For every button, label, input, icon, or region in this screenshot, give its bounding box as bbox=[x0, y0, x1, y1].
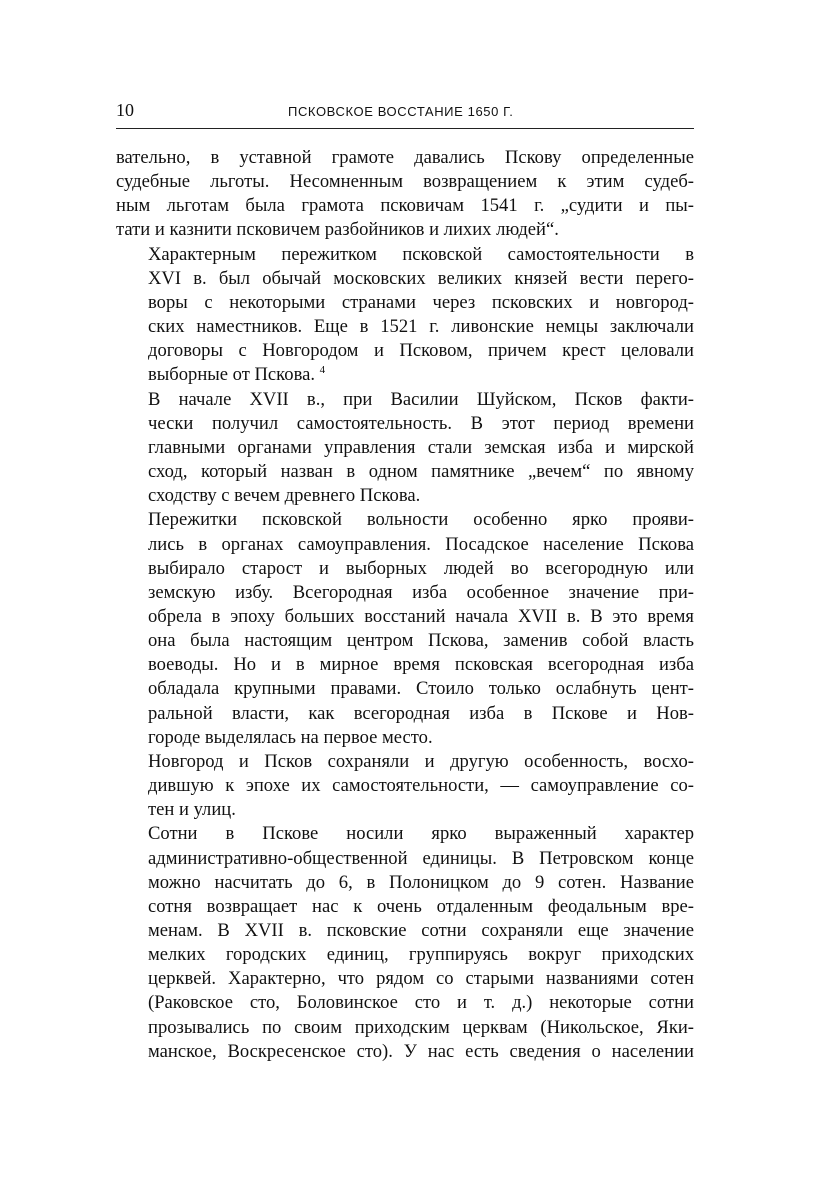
text-line: Сотни в Пскове носили ярко выраженный характер bbox=[148, 823, 694, 845]
text-line: Характерным пережитком псковской самостоятельности в bbox=[148, 243, 694, 265]
text-line: Пережитки псковской вольности особенно ярко прояви- bbox=[148, 509, 694, 531]
text-line: городе выделялась на первое место. bbox=[148, 726, 433, 748]
text-line: вательно, в уставной грамоте давались Пскову определенные bbox=[116, 147, 694, 168]
text-line: договоры с Новгородом и Псковом, причем крест целовали bbox=[148, 340, 694, 362]
text-line: манское, Воскресенское сто). У нас есть сведения о населении bbox=[148, 1040, 694, 1062]
text-line: воеводы. Но и в мирное время псковская всегородная изба bbox=[148, 654, 694, 676]
paragraph-6 bbox=[116, 822, 694, 1064]
page-number: 10 bbox=[116, 100, 134, 120]
text-line: дившую к эпохе их самостоятельности, — самоуправление со- bbox=[148, 775, 694, 797]
text-line: главными органами управления стали земская изба и мирской bbox=[148, 436, 694, 458]
text-body bbox=[116, 146, 694, 1064]
text-line: мелких городских единиц, группируясь вокруг приходских bbox=[148, 944, 694, 966]
text-line: лись в органах самоуправления. Посадское население Пскова bbox=[148, 533, 694, 555]
text-line: воры с некоторыми странами через псковских и новгород- bbox=[148, 291, 694, 313]
page-header bbox=[116, 98, 694, 129]
text-line: сход, который назван в одном памятнике „вечем“ по явному bbox=[148, 461, 694, 483]
paragraph-4 bbox=[116, 508, 694, 750]
text-line-with-footnote bbox=[116, 363, 694, 387]
text-line: выбирало старост и выборных людей во всегородную или bbox=[148, 557, 694, 579]
text-fragment: выборные от Пскова. bbox=[148, 364, 315, 386]
text-line: Новгород и Псков сохраняли и другую особенность, восхо- bbox=[148, 750, 694, 772]
text-line: ральной власти, как всегородная изба в Пскове и Нов- bbox=[148, 702, 694, 724]
text-line: сходству с вечем древнего Пскова. bbox=[148, 485, 421, 507]
paragraph-1 bbox=[116, 146, 694, 243]
text-line: XVI в. был обычай московских великих князей вести перего- bbox=[148, 267, 694, 289]
text-line: прозывались по своим приходским церквам (Никольское, Яки- bbox=[148, 1016, 694, 1038]
paragraph-2 bbox=[116, 243, 694, 388]
text-line: обладала крупными правами. Стоило только ослабнуть цент- bbox=[148, 678, 694, 700]
text-line: ских наместников. Еще в 1521 г. ливонские немцы заключали bbox=[148, 316, 694, 338]
text-line: (Раковское сто, Боловинское сто и т. д.) некоторые сотни bbox=[148, 992, 694, 1014]
text-line: судебные льготы. Несомненным возвращением к этим судеб- bbox=[116, 171, 694, 193]
paragraph-3 bbox=[116, 388, 694, 509]
text-line: В начале XVII в., при Василии Шуйском, Псков факти- bbox=[148, 388, 694, 410]
text-line: церквей. Характерно, что рядом со старыми названиями сотен bbox=[148, 968, 694, 990]
text-line: ным льготам была грамота псковичам 1541 г. „судити и пы- bbox=[116, 195, 694, 217]
text-line: менам. В XVII в. псковские сотни сохраняли еще значение bbox=[148, 920, 694, 941]
text-line: тати и казнити псковичем разбойников и лихих людей“. bbox=[116, 219, 559, 241]
text-line: земскую избу. Всегородная изба особенное значение при- bbox=[148, 581, 694, 603]
text-line: административно-общественной единицы. В Петровском конце bbox=[148, 847, 694, 869]
text-line: сотня возвращает нас к очень отдаленным феодальным вре- bbox=[148, 895, 694, 917]
footnote-reference: 4 bbox=[319, 364, 326, 377]
text-line: тен и улиц. bbox=[148, 799, 236, 821]
text-line: можно насчитать до 6, в Полоницком до 9 сотен. Название bbox=[148, 871, 694, 893]
text-line: чески получил самостоятельность. В этот период времени bbox=[148, 412, 694, 434]
running-title: ПСКОВСКОЕ ВОССТАНИЕ 1650 Г. bbox=[288, 104, 514, 119]
text-line: она была настоящим центром Пскова, заменив собой власть bbox=[148, 630, 694, 652]
paragraph-5 bbox=[116, 750, 694, 822]
text-line: обрела в эпоху больших восстаний начала XVII в. В это время bbox=[148, 605, 694, 627]
